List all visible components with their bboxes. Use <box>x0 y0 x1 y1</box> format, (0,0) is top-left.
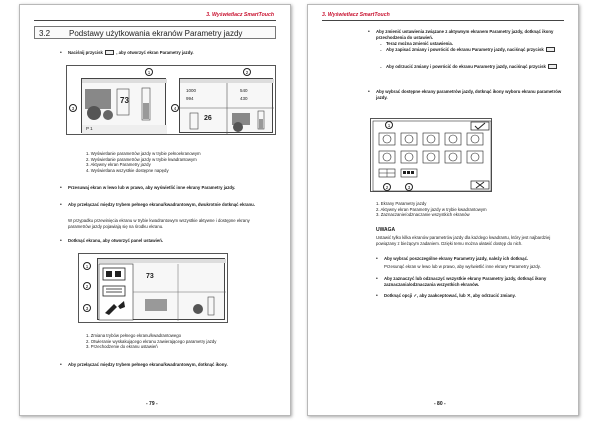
callout-4: 4 <box>171 104 179 112</box>
note-bullet-select-sub: Przesunąć ekran w lewo lub w prawo, aby wyświetlić inne ekrany Parametry jazdy. <box>384 264 541 269</box>
callout-1: 1 <box>385 121 393 129</box>
sub-dash: - <box>380 48 382 54</box>
caption-2: 2. Otwieranie wyskakującego ekranu zawierającego parametry jazdy <box>86 338 217 344</box>
callout-3: 3 <box>69 104 77 112</box>
callout-1: 1 <box>145 68 153 76</box>
bullet-icon-toggle: Aby przełączać między trybem pełnego ekranu/kwadrantowym, dotknąć ikony. <box>68 362 228 367</box>
quadrant-display <box>179 78 273 133</box>
fullscreen-display <box>81 78 166 133</box>
value-big-b: 26 <box>204 115 212 122</box>
intro-text-tail: , aby otworzyć ekran Parametry jazdy. <box>116 50 194 55</box>
figure-driving-params <box>66 65 276 135</box>
value-big-a: 73 <box>120 96 129 105</box>
figure-captions <box>376 201 566 218</box>
callout-2: 2 <box>243 68 251 76</box>
callout-3: 3 <box>83 304 91 312</box>
bullet-select-screens: Aby wybrać dostępne ekrany parametrów jazdy, dotknąć ikony wyboru ekranu parametrów jazdy. <box>376 89 562 100</box>
page-header: 3. Wyświetlacz SmartTouch <box>322 12 390 18</box>
page-number: - 79 - <box>146 401 158 407</box>
caption-1: 1. Ekrany Parametry jazdy <box>376 201 427 206</box>
sub-dash: - <box>380 65 382 71</box>
back-button-icon <box>548 64 557 69</box>
bullet-dot: • <box>60 50 62 56</box>
note-bullet-select-all: Aby zaznaczyć lub odznaczyć wszystkie ekrany Parametry jazdy, dotknąć ikony zaznaczania/odznaczania wszystkich ekranów. <box>384 276 547 287</box>
sub-save-text: Aby zapisać zmiany i powrócić do ekranu Parametry jazdy, naciśnąć przycisk <box>386 47 544 52</box>
note-title: UWAGA <box>376 227 396 233</box>
value-small-d: 430 <box>240 96 248 101</box>
section-number: 3.2 <box>39 29 51 38</box>
bullet-dot: • <box>376 293 378 299</box>
callout-3: 3 <box>405 183 413 191</box>
header-rule <box>322 20 564 21</box>
caption-1: 1. Wyświetlanie parametrów jazdy w trybie pełnoekranowym <box>86 151 201 156</box>
callout-2: 2 <box>83 282 91 290</box>
note-bullet-confirm: Dotknąć opcji ✓, aby zaakceptować, lub ✕, aby odrzucić zmiany. <box>384 293 516 298</box>
page-right <box>307 4 579 416</box>
caption-3: 3. Zaznaczanie/odznaczanie wszystkich ekranów <box>376 212 470 218</box>
caption-3: 3. Aktywny ekran Parametry jazdy <box>86 162 151 168</box>
figure-settings-panel <box>78 253 228 323</box>
sub-dash: - <box>380 42 382 48</box>
sub-discard <box>386 64 566 70</box>
settings-panel-graphic <box>98 259 226 321</box>
figure2-captions <box>86 333 276 350</box>
bullet-swipe: Przesuwaj ekran w lewo lub w prawo, aby wyświetlić inne ekrany Parametry jazdy. <box>68 185 236 190</box>
bullet-dot: • <box>376 276 378 282</box>
intro-text: Naciśnij przycisk <box>68 50 103 55</box>
callout-2: 2 <box>383 183 391 191</box>
callout-1: 1 <box>83 262 91 270</box>
bullet-dot: • <box>60 185 62 191</box>
value-big: 73 <box>146 273 154 280</box>
caption-2: 2. Wyświetlanie parametrów jazdy w trybie kwadrantowym <box>86 156 197 162</box>
tractor-fullscreen-graphic <box>82 79 167 134</box>
value-small-c: 540 <box>240 88 248 93</box>
bullet-dot: • <box>60 238 62 244</box>
footer-status: P 1 <box>86 126 93 131</box>
caption-1: 1. Zmiana trybów pełnego ekranu/kwadrantowego <box>86 333 182 338</box>
bullet-toggle-mode: Aby przełączać między trybem pełnego ekranu/kwadrantowym, dwukrotnie dotknąć ekranu. <box>68 202 255 207</box>
caption-3: 3. Przechodzenie do ekranu ustawień <box>86 344 158 350</box>
bullet-dot: • <box>60 362 62 368</box>
value-small-b: 994 <box>186 96 194 101</box>
value-small-a: 1000 <box>186 88 197 93</box>
page-number: - 80 - <box>434 401 446 407</box>
save-button-icon <box>546 47 555 52</box>
bullet-dot: • <box>376 256 378 262</box>
bullet-open-settings: Dotknąć ekranu, aby otworzyć panel ustawień. <box>68 238 164 243</box>
section-title: Podstawy użytkowania ekranów Parametry jazdy <box>69 29 243 38</box>
para-quadrant-scroll: W przypadku przewinięcia ekranu w trybie kwadrantowym wszystkie aktywne i dostępne ekrany parametrów jazdy pojawiają się na środku ekranu. <box>68 218 250 229</box>
caption-2: 2. Aktywny ekran Parametry jazdy w trybie kwadrantowym <box>376 206 487 212</box>
bullet-dot: • <box>368 29 370 35</box>
bullet-settings-icon: Aby zmienić ustawienia związane z aktywnym ekranem Parametry jazdy, dotknąć ikony przechodzenia do ustawień. <box>376 29 554 40</box>
page-header: 3. Wyświetlacz SmartTouch <box>206 12 274 18</box>
menu-button-icon <box>105 50 114 55</box>
figure-screen-selection <box>370 118 492 192</box>
intro-bullet <box>68 50 273 56</box>
bullet-dot: • <box>368 89 370 95</box>
sub-discard-text: Aby odrzucić zmiany i powrócić do ekranu Parametry jazdy, naciśnąć przycisk <box>386 64 546 69</box>
note-text: Ustawić tylko kilka ekranów parametrów jazdy dla każdego kwadrantu, który jest najbardziej powiązany z bieżącym zadaniem. Dzięki temu można ułatwić dostęp do nich. <box>376 235 551 246</box>
settings-display <box>97 258 225 320</box>
figure1-captions <box>86 151 276 173</box>
note-bullet-select: Aby wybrać poszczególne ekrany Parametry jazdy, należy ich dotknąć. <box>384 256 529 261</box>
sub-save <box>386 47 566 53</box>
page-left <box>19 4 291 416</box>
header-rule <box>34 20 276 21</box>
bullet-dot: • <box>60 202 62 208</box>
screen-selection-graphic <box>371 119 493 193</box>
caption-4: 4. Wyświetlana wszystkie dostępne napędy <box>86 167 169 173</box>
section-heading-box <box>34 26 276 39</box>
sub-change: Teraz można zmienić ustawienia. <box>386 41 454 46</box>
